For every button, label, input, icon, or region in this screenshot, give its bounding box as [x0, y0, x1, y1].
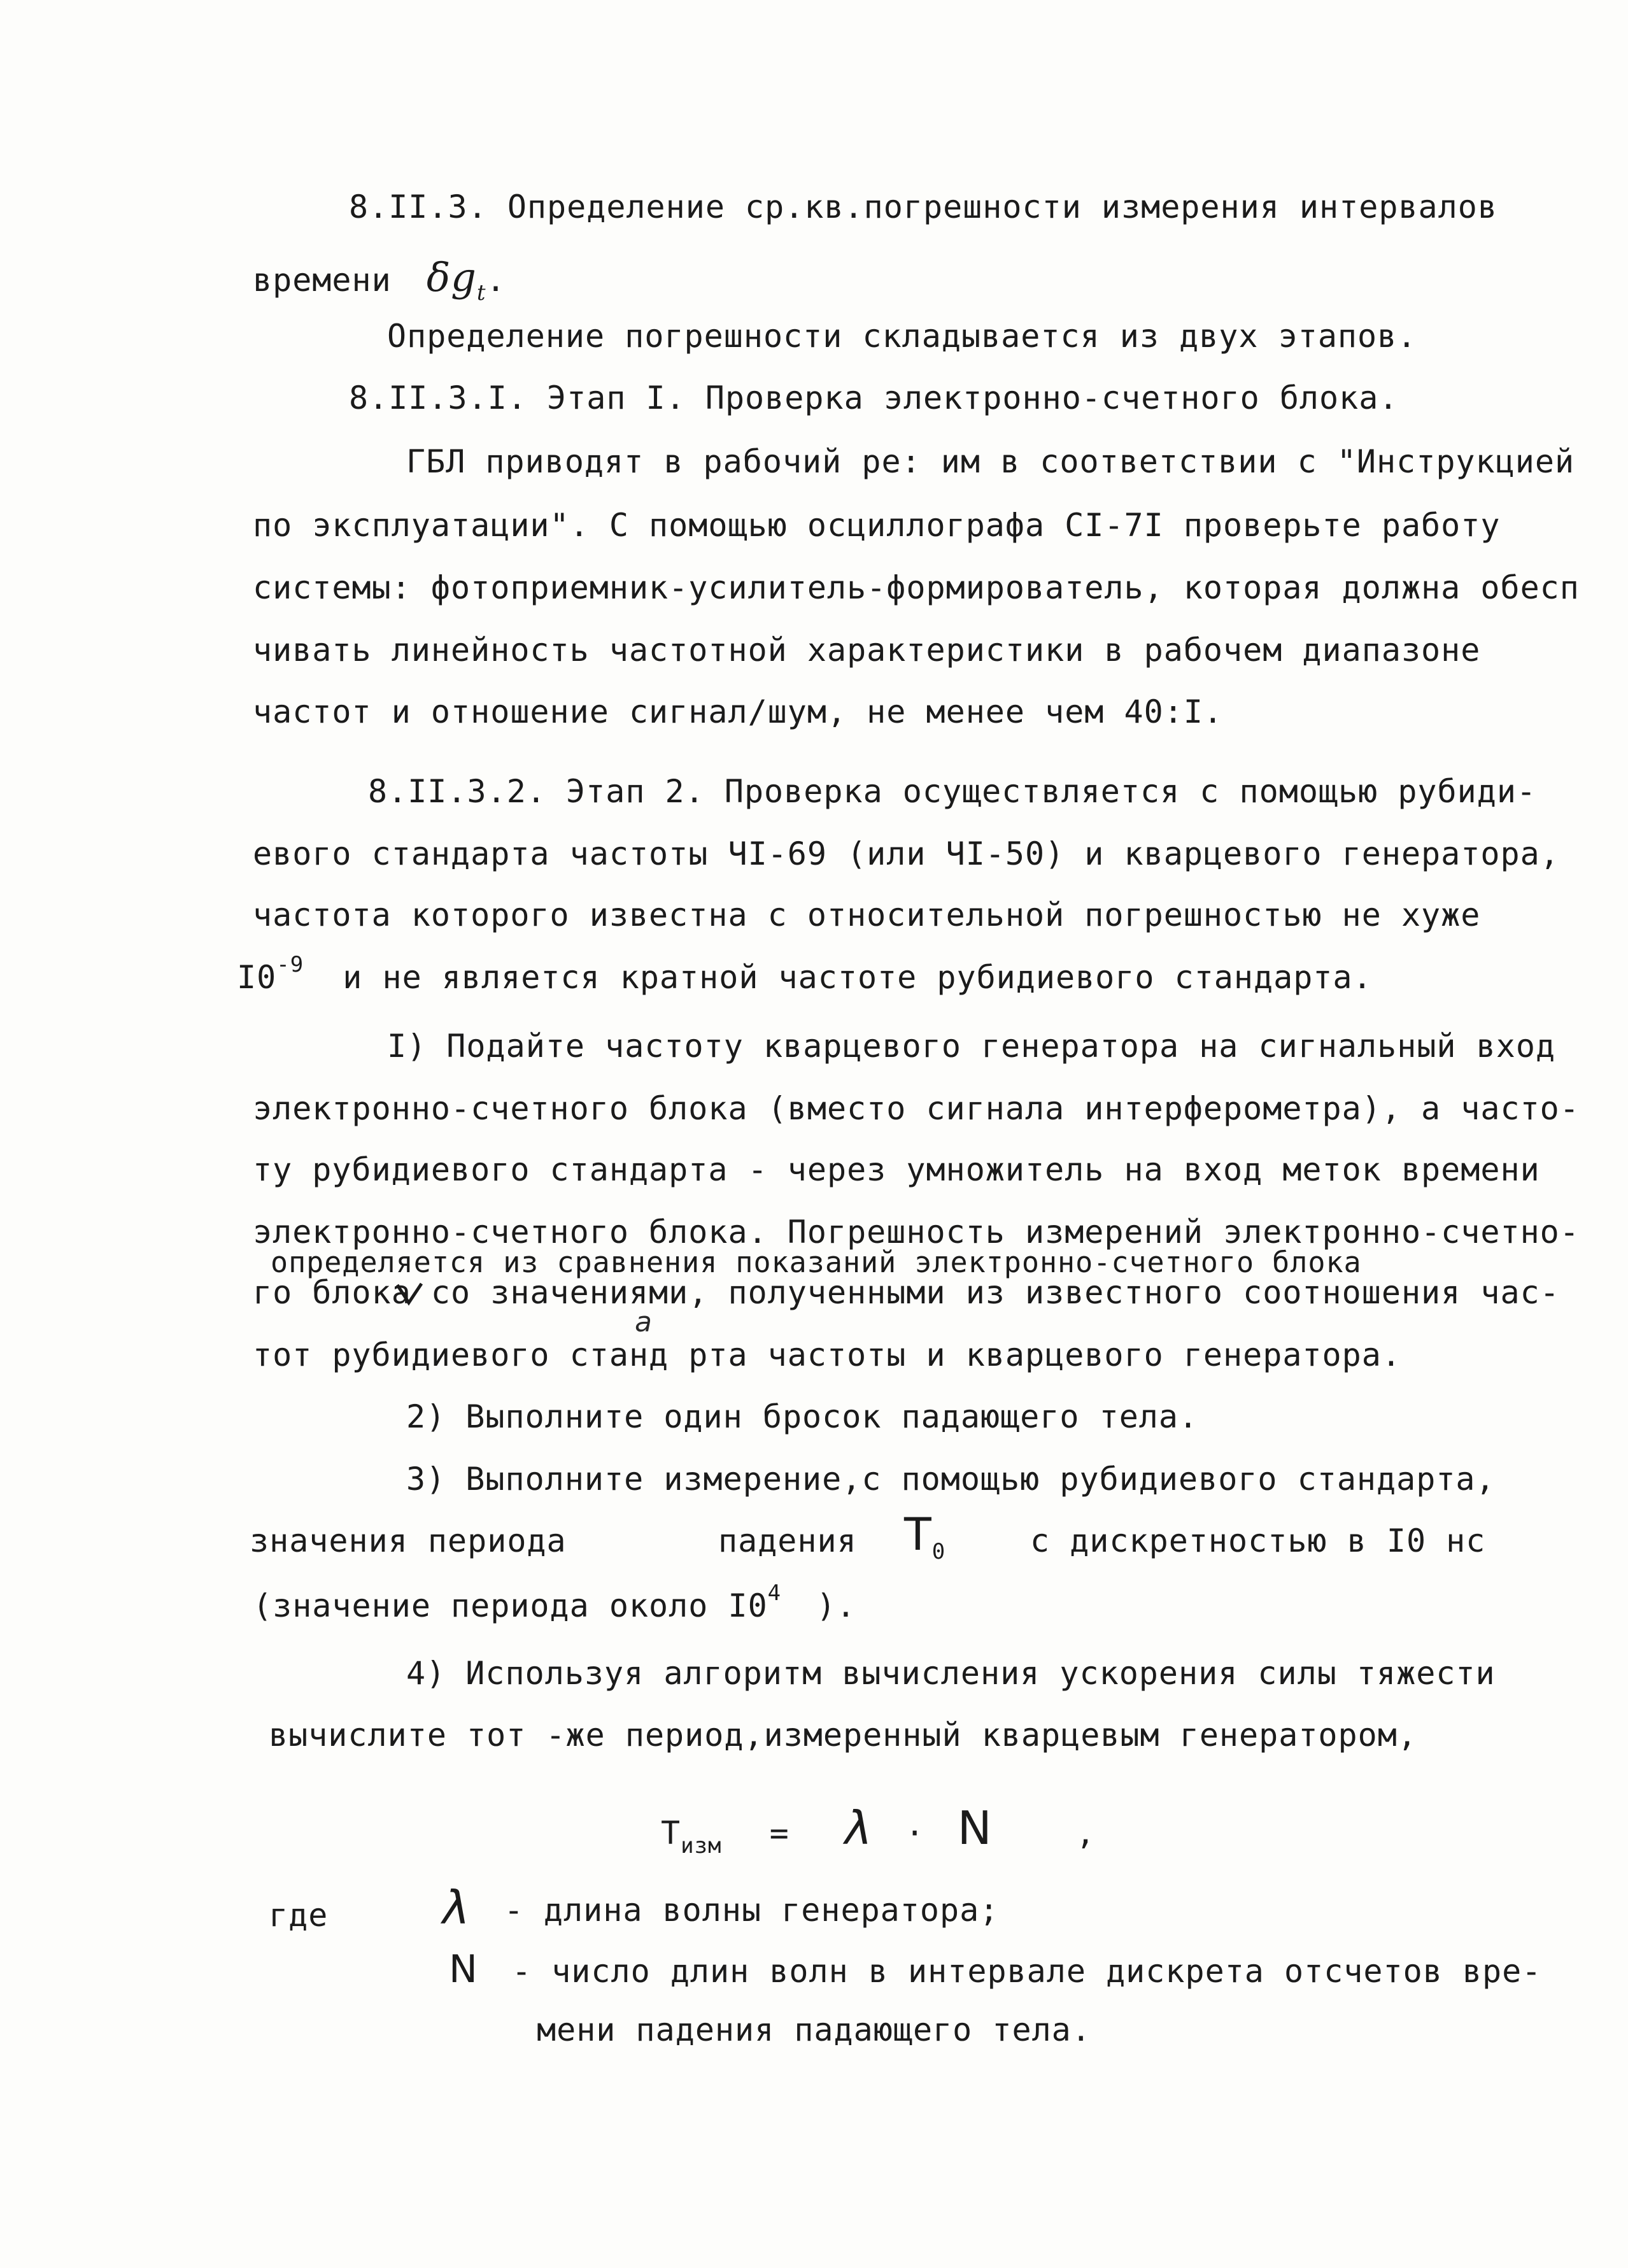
formula-equals: = [769, 1815, 789, 1852]
step3-line2-b: падения [718, 1522, 857, 1559]
formula-dot: · [905, 1815, 925, 1852]
step3-line2-c: с дискретностью в I0 нс [1030, 1522, 1486, 1559]
step3-line3-b: ). [816, 1587, 856, 1624]
where-text: - число длин волн в интервале дискрета отсчетов вре- [512, 1953, 1542, 1990]
formula-lhs: T [661, 1815, 681, 1852]
step3-line3-exp: 4 [767, 1580, 782, 1606]
delta-g-symbol: δg [426, 254, 477, 301]
formula-lambda: λ [844, 1801, 873, 1855]
step1-line: электронно-счетного блока. Погрешность измерений электронно-счетно- [253, 1214, 1580, 1251]
caret-mark-icon [395, 1281, 424, 1307]
formula-n: N [957, 1801, 993, 1855]
step4-line1: 4) Используя алгоритм вычисления ускорения силы тяжести [406, 1655, 1496, 1692]
stage2-last-rest: и не является кратной частоте рубидиевого стандарта. [343, 959, 1373, 996]
formula [661, 1801, 1096, 1859]
where-continuation: мени падения падающего тела. [537, 2011, 1091, 2048]
where-symbol-lambda: λ [442, 1881, 471, 1934]
stage2-line: евого стандарта частоты ЧI-69 (или ЧI-50) и кварцевого генератора, [253, 835, 1560, 872]
stage2-line: частота которого известна с относительной погрешностью не хуже [253, 897, 1481, 933]
stage2-line: 8.II.3.2. Этап 2. Проверка осуществляется с помощью рубиди- [368, 773, 1537, 810]
step4-line2: вычислите тот -же период,измеренный кварцевым генератором, [269, 1717, 1417, 1754]
section-heading-line1: 8.II.3. Определение ср.кв.погрешности измерения интервалов [349, 188, 1497, 225]
time-word: времени [253, 262, 392, 299]
power-base: I0 [237, 959, 277, 996]
step1-line: электронно-счетного блока (вместо сигнала интерферометра), а часто- [253, 1090, 1580, 1127]
delta-g-dot: . [486, 262, 506, 299]
formula-comma: , [1075, 1815, 1096, 1852]
intro-paragraph: Определение погрешности складывается из двух этапов. [387, 318, 1417, 355]
where-text: - длина волны генератора; [504, 1892, 1000, 1929]
step1-line: тот рубидиевого станд рта частоты и кварцевого генератора. [253, 1336, 1401, 1373]
stage1-line: частот и отношение сигнал/шум, не менее чем 40:I. [253, 693, 1224, 730]
delta-g-subscript: t [476, 280, 486, 306]
stage1-line: чивать линейность частотной характеристики в рабочем диапазоне [253, 632, 1481, 669]
step3-line1: 3) Выполните измерение,с помощью рубидиевого стандарта, [406, 1461, 1496, 1498]
stage2-last-line [237, 952, 1373, 996]
power-exponent: -9 [276, 952, 304, 977]
step3-line3-a: (значение периода около I0 [253, 1587, 768, 1624]
stage1-heading: 8.II.3.I. Этап I. Проверка электронно-счетного блока. [349, 379, 1399, 416]
inserted-typed-note: определяется из сравнения показаний электронно-счетного блока [271, 1245, 1362, 1279]
where-label: где [269, 1897, 329, 1934]
t0-letter: T [904, 1508, 932, 1561]
where-item [449, 1947, 1542, 1992]
handwritten-letter-a: а [635, 1306, 653, 1338]
step1-line: го блока со значениями, полученными из известного соотношения час- [253, 1274, 1560, 1311]
where-item [442, 1881, 1000, 1934]
stage1-line: по эксплуатации". С помощью осциллографа CI-7I проверьте работу [253, 507, 1501, 544]
stage1-line: ГБЛ приводят в рабочий ре: им в соответствии с "Инструкцией [406, 443, 1575, 480]
step3-line2-a: значения периода [250, 1522, 567, 1559]
where-symbol-n: N [449, 1947, 478, 1992]
formula-lhs-subscript: изм [681, 1833, 722, 1859]
step1-line: ту рубидиевого стандарта - через умножитель на вход меток времени [253, 1151, 1540, 1188]
section-heading-line2 [253, 254, 506, 306]
step1-line: I) Подайте частоту кварцевого генератора на сигнальный вход [387, 1028, 1556, 1065]
t0-subscript: 0 [931, 1539, 946, 1564]
stage1-line: системы: фотоприемник-усилитель-формирователь, которая должна обесп [253, 569, 1580, 606]
step2-line: 2) Выполните один бросок падающего тела. [406, 1398, 1199, 1435]
insertion-caret [395, 1280, 424, 1312]
t0-symbol [904, 1508, 946, 1564]
step3-line3 [253, 1580, 856, 1624]
